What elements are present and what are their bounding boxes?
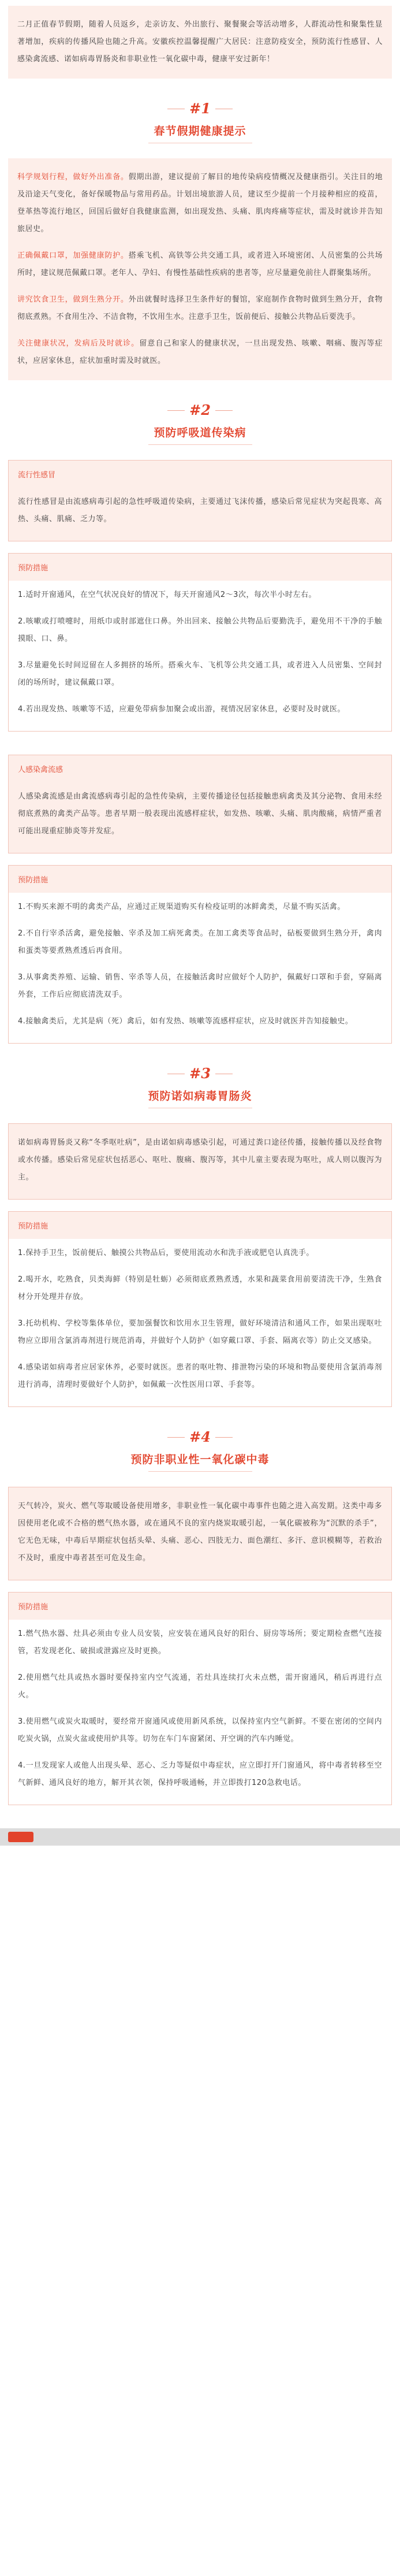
disease-label: 人感染禽流感 bbox=[9, 755, 391, 782]
section-number: #1 bbox=[185, 101, 215, 117]
measure-item: 1.适时开窗通风，在空气状况良好的情况下，每天开窗通风2～3次，每次半小时左右。 bbox=[18, 591, 316, 599]
disease-box-norovirus bbox=[8, 1123, 392, 1200]
measure-item: 2.使用燃气灶具或热水器时要保持室内空气流通，若灶具连续打火未点燃，需开窗通风，稍后再进行点火。 bbox=[18, 1673, 382, 1699]
tip-lead: 讲究饮食卫生，做到生熟分开。 bbox=[17, 295, 129, 304]
measure-item: 4.若出现发热、咳嗽等不适，应避免带病参加聚会或出游，视情况居家休息，必要时及时就医。 bbox=[18, 705, 345, 714]
disease-desc-text: 人感染禽流感是由禽流感病毒引起的急性传染病，主要传播途径包括接触患病禽类及其分泌物、食用未经彻底煮熟的禽类产品等。患者早期一般表现出流感样症状，如发热、咳嗽、头痛、肌肉酸痛，病情严重者可能出现重症肺炎等并发症。 bbox=[18, 792, 382, 836]
disease-box-co-poisoning bbox=[8, 1487, 392, 1580]
tip-paragraph bbox=[17, 335, 383, 370]
measure-item: 4.一旦发现家人或他人出现头晕、恶心、乏力等疑似中毒症状，应立即打开门窗通风，将中毒者转移至空气新鲜、通风良好的地方，解开其衣领，保持呼吸通畅，并立即拨打120急救电话。 bbox=[18, 1761, 382, 1787]
tip-lead: 正确佩戴口罩，加强健康防护。 bbox=[17, 251, 129, 260]
section-header-2 bbox=[0, 380, 400, 460]
measure-item: 4.接触禽类后，尤其是病（死）禽后，如有发热、咳嗽等流感样症状，应及时就医并告知接触史。 bbox=[18, 1017, 353, 1026]
measures-label: 预防措施 bbox=[9, 554, 391, 581]
bottom-bar bbox=[0, 1828, 400, 1846]
measures-label: 预防措施 bbox=[9, 866, 391, 893]
measure-item: 2.咳嗽或打喷嚏时，用纸巾或肘部遮住口鼻。外出回来、接触公共物品后要勤洗手，避免用不干净的手触摸眼、口、鼻。 bbox=[18, 617, 382, 643]
disease-box-avian-flu bbox=[8, 755, 392, 853]
measure-item: 3.尽量避免长时间逗留在人多拥挤的场所。搭乘火车、飞机等公共交通工具，或者进入人员密集、空间封闭的场所时，建议佩戴口罩。 bbox=[18, 661, 382, 687]
tip-paragraph bbox=[17, 169, 383, 238]
measure-item: 2.喝开水，吃熟食，贝类海鲜（特别是牡蛎）必须彻底煮熟煮透，水果和蔬菜食用前要清洗干净，生熟食材分开处理并存放。 bbox=[18, 1275, 382, 1301]
disease-box-flu bbox=[8, 460, 392, 541]
disease-desc-text: 诺如病毒胃肠炎又称“冬季呕吐病”，是由诺如病毒感染引起，可通过粪口途径传播，接触传播以及经食物或水传播。感染后常见症状包括恶心、呕吐、腹痛、腹泻等，其中儿童主要表现为呕吐，成人则以腹泻为主。 bbox=[18, 1138, 382, 1182]
holiday-tips-panel bbox=[8, 158, 392, 380]
disease-label: 流行性感冒 bbox=[9, 461, 391, 488]
intro-panel bbox=[8, 6, 392, 79]
measure-item: 1.不购买来源不明的禽类产品，应通过正规渠道购买有检疫证明的冰鲜禽类，尽量不购买活禽。 bbox=[18, 903, 345, 911]
section-number: #3 bbox=[185, 1066, 215, 1082]
tip-paragraph bbox=[17, 291, 383, 326]
tip-lead: 科学规划行程，做好外出准备。 bbox=[17, 173, 129, 181]
bottom-action-button[interactable] bbox=[8, 1832, 33, 1842]
section-title: 预防诺如病毒胃肠炎 bbox=[0, 1087, 400, 1108]
section-header-3 bbox=[0, 1044, 400, 1123]
measure-item: 3.使用燃气或炭火取暖时，要经常开窗通风或使用新风系统，以保持室内空气新鲜。不要在密闭的空间内吃炭火锅，点炭火盆或使用炉具等。切勿在车门车窗紧闭、开空调的汽车内睡觉。 bbox=[18, 1717, 382, 1743]
disease-description bbox=[9, 1487, 391, 1580]
intro-text: 二月正值春节假期，随着人员返乡，走亲访友、外出旅行、聚餐聚会等活动增多，人群流动性和聚集性显著增加，疾病的传播风险也随之升高。安徽疾控温馨提醒广大居民：注意防疫安全，预防流行性感冒、人感染禽流感、诺如病毒胃肠炎和非职业性一氧化碳中毒，健康平安过新年！ bbox=[17, 20, 383, 64]
measure-item: 1.保持手卫生，饭前便后、触摸公共物品后，要使用流动水和洗手液或肥皂认真洗手。 bbox=[18, 1249, 314, 1257]
disease-description bbox=[9, 1124, 391, 1199]
measures-label: 预防措施 bbox=[9, 1593, 391, 1620]
measure-item: 3.从事禽类养殖、运输、销售、宰杀等人员，在接触活禽时应做好个人防护，佩戴好口罩和手套，穿隔离外套，工作后应彻底清洗双手。 bbox=[18, 973, 382, 999]
measures-list bbox=[9, 1620, 391, 1805]
tip-paragraph bbox=[17, 247, 383, 282]
disease-description bbox=[9, 488, 391, 541]
section-header-4 bbox=[0, 1407, 400, 1487]
measures-box-flu bbox=[8, 553, 392, 732]
disease-desc-text: 天气转冷，炭火、燃气等取暖设备使用增多，非职业性一氧化碳中毒事件也随之进入高发期。这类中毒多因使用老化或不合格的燃气热水器，或在通风不良的室内烧炭取暖引起，一氧化碳被称为“沉默的杀手”，它无色无味，中毒后早期症状包括头晕、头痛、恶心、四肢无力、面色潮红、多汗、意识模糊等，若救治不及时，重度中毒者甚至可危及生命。 bbox=[18, 1502, 382, 1562]
tip-text: 外出就餐时选择卫生条件好的餐馆，家庭制作食物时做到生熟分开，食物彻底煮熟。不食用生冷、不洁食物，不饮用生水。注意手卫生，饭前便后、接触公共物品后要洗手。 bbox=[17, 295, 383, 321]
section-title: 预防呼吸道传染病 bbox=[0, 424, 400, 445]
measures-list bbox=[9, 581, 391, 731]
section-title: 预防非职业性一氧化碳中毒 bbox=[0, 1451, 400, 1472]
measures-box-norovirus bbox=[8, 1211, 392, 1407]
tip-text: 留意自己和家人的健康状况，一旦出现发热、咳嗽、咽痛、腹泻等症状，应居家休息，症状加重时需及时就医。 bbox=[17, 339, 383, 365]
disease-description bbox=[9, 782, 391, 853]
disease-desc-text: 流行性感冒是由流感病毒引起的急性呼吸道传染病，主要通过飞沫传播，感染后常见症状为突起畏寒、高热、头痛、肌痛、乏力等。 bbox=[18, 498, 382, 524]
measures-list bbox=[9, 893, 391, 1043]
measure-item: 4.感染诺如病毒者应居家休养，必要时就医。患者的呕吐物、排泄物污染的环境和物品要使用含氯消毒剂进行消毒，清理时要做好个人防护，如佩戴一次性医用口罩、手套等。 bbox=[18, 1363, 382, 1389]
section-number: #4 bbox=[185, 1429, 215, 1445]
measure-item: 2.不自行宰杀活禽，避免接触、宰杀及加工病死禽类。在加工禽类等食品时，砧板要做到生熟分开，禽肉和蛋类等要煮熟煮透后再食用。 bbox=[18, 929, 382, 955]
measures-label: 预防措施 bbox=[9, 1212, 391, 1239]
measure-item: 1.燃气热水器、灶具必须由专业人员安装，应安装在通风良好的阳台、厨房等场所；要定期检查燃气连接管，若发现老化、破损或泄露应及时更换。 bbox=[18, 1630, 382, 1656]
measures-box-co-poisoning bbox=[8, 1592, 392, 1805]
measure-item: 3.托幼机构、学校等集体单位，要加强餐饮和饮用水卫生管理，做好环境清洁和通风工作，如果出现呕吐物应立即用含氯消毒剂进行规范消毒，并做好个人防护（如穿戴口罩、手套、隔离衣等）防止交叉感染。 bbox=[18, 1319, 382, 1345]
measures-list bbox=[9, 1239, 391, 1406]
tip-text: 搭乘飞机、高铁等公共交通工具，或者进入环境密闭、人员密集的公共场所时，建议规范佩戴口罩。老年人、孕妇、有慢性基础性疾病的患者等，应尽量避免前往人群聚集场所。 bbox=[17, 251, 383, 277]
tip-text: 假期出游，建议提前了解目的地传染病疫情概况及健康指引。关注目的地及沿途天气变化，备好保暖物品与常用药品。计划出境旅游人员，建议至少提前一个月接种相应的疫苗，登革热等流行地区，回国后做好自我健康监测，如出现发热、头痛、肌肉疼痛等症状，需及时就诊并告知旅居史。 bbox=[17, 173, 383, 233]
tip-lead: 关注健康状况，发病后及时就诊。 bbox=[17, 339, 140, 348]
section-title: 春节假期健康提示 bbox=[0, 123, 400, 143]
section-number: #2 bbox=[185, 402, 215, 418]
measures-box-avian-flu bbox=[8, 865, 392, 1044]
section-header-1 bbox=[0, 79, 400, 158]
